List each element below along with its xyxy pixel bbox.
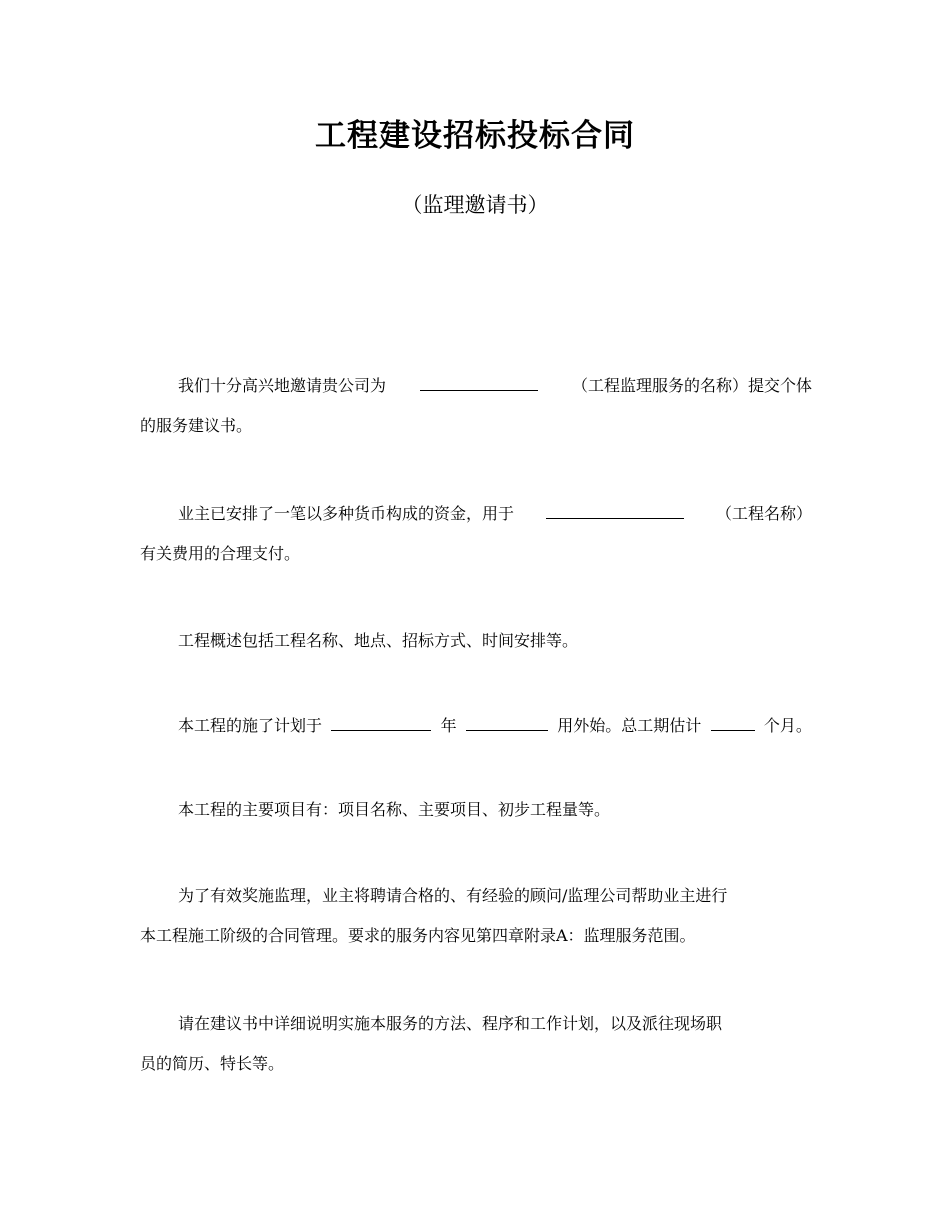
blank-year-field [331,714,431,731]
paragraph-text: 年 [440,716,457,735]
paragraph-line: 本工程施工阶级的合同管理。要求的服务内容见第四章附录A：监理服务范围。 [140,926,696,945]
blank-duration-field [711,714,755,731]
paragraph-invitation [140,366,812,446]
paragraph-line [140,706,812,746]
document-subtitle: （监理邀请书） [401,193,549,217]
paragraph-line: 员的简历、特长等。 [140,1054,285,1073]
blank-month-field [466,714,548,731]
paragraph-proposal-details [140,1004,812,1084]
blank-service-name-field [420,374,538,391]
blank-project-name-field [546,502,684,519]
document-title: 工程建设招标投标合同 [315,118,635,154]
paragraph-line: 工程概述包括工程名称、地点、招标方式、时间安排等。 [178,631,579,650]
paragraph-text: 本工程的施了计划于 [178,716,323,735]
paragraph-line [140,494,812,534]
paragraph-line: 为了有效奖施监理，业主将聘请合格的、有经验的顾问/监理公司帮助业主进行 [178,886,728,905]
paragraph-line: 的服务建议书。 [140,416,253,435]
paragraph-text: 我们十分高兴地邀请贵公司为 [178,376,387,395]
paragraph-line: 有关费用的合理支付。 [140,544,301,563]
paragraph-text: 个月。 [763,716,812,735]
paragraph-text: （工程名称） [715,504,812,523]
paragraph-supervision [140,876,812,956]
paragraph-text: 用外始。总工期估计 [557,716,702,735]
paragraph-line: 本工程的主要项目有：项目名称、主要项目、初步工程量等。 [178,800,611,819]
paragraph-schedule [140,706,812,746]
paragraph-overview [140,621,812,661]
paragraph-text: 业主已安排了一笔以多种货币构成的资金，用于 [178,504,515,523]
paragraph-main-items [140,790,812,830]
paragraph-line [140,366,812,406]
paragraph-text: （工程监理服务的名称）提交个体 [571,376,812,395]
paragraph-line: 请在建议书中详细说明实施本服务的方法、程序和工作计划，以及派往现场职 [178,1014,723,1033]
paragraph-funding [140,494,812,574]
